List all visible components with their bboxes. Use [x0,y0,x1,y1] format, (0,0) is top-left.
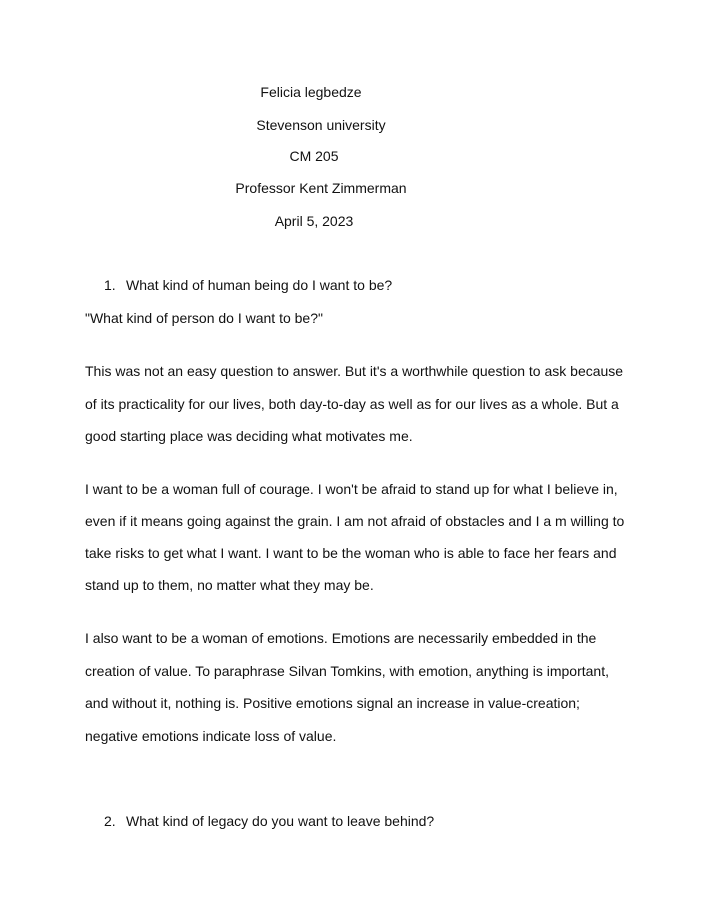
paragraph-line: stand up to them, no matter what they may be. [85,577,374,593]
question-1-restated: "What kind of person do I want to be?" [85,310,323,326]
list-number-1: 1. [104,277,116,293]
paragraph-line: creation of value. To paraphrase Silvan Tomkins, with emotion, anything is important, [85,663,609,679]
paragraph-line: negative emotions indicate loss of value. [85,728,337,744]
paragraph-line: This was not an easy question to answer. But it's a worthwhile question to ask because [85,363,624,379]
paragraph-line: good starting place was deciding what motivates me. [85,428,413,444]
paragraph-line: even if it means going against the grain. I am not afraid of obstacles and I a m willing to [85,513,625,529]
paragraph-line: I also want to be a woman of emotions. Emotions are necessarily embedded in the [85,630,597,646]
list-number-2: 2. [104,813,116,829]
paragraph-line: take risks to get what I want. I want to be the woman who is able to face her fears and [85,545,617,561]
question-1-heading: What kind of human being do I want to be? [126,277,393,293]
author-name: Felicia legbedze [260,84,362,100]
professor-name: Professor Kent Zimmerman [235,180,407,196]
course-code: CM 205 [289,148,339,164]
paragraph-line: of its practicality for our lives, both day-to-day as well as for our lives as a whole. But a [85,396,619,412]
submission-date: April 5, 2023 [274,213,354,229]
paragraph-line: I want to be a woman full of courage. I won't be afraid to stand up for what I believe in, [85,481,618,497]
question-2-heading: What kind of legacy do you want to leave behind? [126,813,435,829]
paragraph-line: and without it, nothing is. Positive emotions signal an increase in value-creation; [85,695,580,711]
university-name: Stevenson university [256,117,386,133]
